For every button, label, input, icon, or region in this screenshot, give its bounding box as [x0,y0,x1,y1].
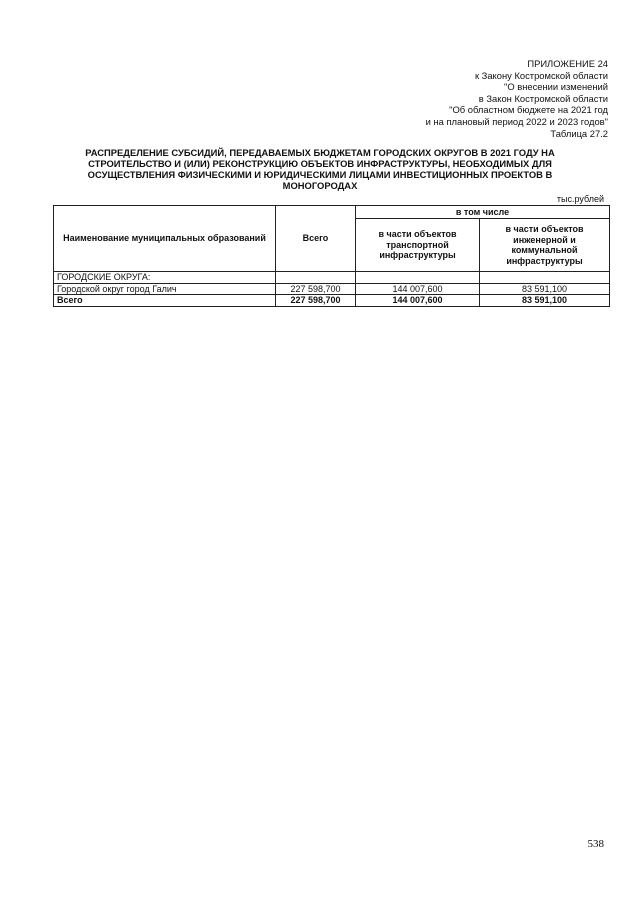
appendix-line: ПРИЛОЖЕНИЕ 24 [527,58,608,69]
row-name: Городской округ город Галич [54,283,276,295]
section-label: ГОРОДСКИЕ ОКРУГА: [54,272,276,284]
total-sum: 227 598,700 [276,295,356,307]
appendix-line: и на плановый период 2022 и 2023 годов" [425,115,608,127]
appendix-line: к Закону Костромской области [474,69,608,81]
appendix-header [288,58,608,139]
table-number: Таблица 27.2 [550,127,608,139]
title-line: ОСУЩЕСТВЛЕНИЯ ФИЗИЧЕСКИМИ И ЮРИДИЧЕСКИМИ ЛИЦАМИ ИНВЕСТИЦИОННЫХ ПРОЕКТОВ В [87,169,553,180]
section-empty [356,272,480,284]
table-total-row [54,295,610,307]
total-engineering: 83 591,100 [480,295,610,307]
row-total: 227 598,700 [276,283,356,295]
section-empty [276,272,356,284]
appendix-line: "О внесении изменений [504,81,608,93]
row-engineering: 83 591,100 [480,283,610,295]
total-name: Всего [54,295,276,307]
total-transport: 144 007,600 [356,295,480,307]
document-title [70,147,570,191]
units-label: тыс.рублей [556,194,604,204]
title-line: РАСПРЕДЕЛЕНИЕ СУБСИДИЙ, ПЕРЕДАВАЕМЫХ БЮДЖЕТАМ ГОРОДСКИХ ОКРУГОВ В 2021 ГОДУ НА [85,147,555,158]
appendix-line: "Об областном бюджете на 2021 год [449,104,608,116]
section-empty [480,272,610,284]
header-engineering: в части объектов инженерной и коммунальной инфраструктуры [480,219,610,272]
title-line: СТРОИТЕЛЬСТВО И (ИЛИ) РЕКОНСТРУКЦИЮ ОБЪЕКТОВ ИНФРАСТРУКТУРЫ, НЕОБХОДИМЫХ ДЛЯ [88,158,552,169]
header-including: в том числе [356,206,610,219]
table-section-row [54,272,610,284]
header-municipality: Наименование муниципальных образований [54,206,276,272]
header-transport: в части объектов транспортной инфраструктуры [356,219,480,272]
table-row [54,283,610,295]
row-transport: 144 007,600 [356,283,480,295]
table-header-row [54,206,610,219]
appendix-line: в Закон Костромской области [478,92,608,104]
header-total: Всего [276,206,356,272]
page-number: 538 [587,838,604,850]
subsidy-table [53,205,610,307]
title-line: МОНОГОРОДАХ [282,180,358,191]
